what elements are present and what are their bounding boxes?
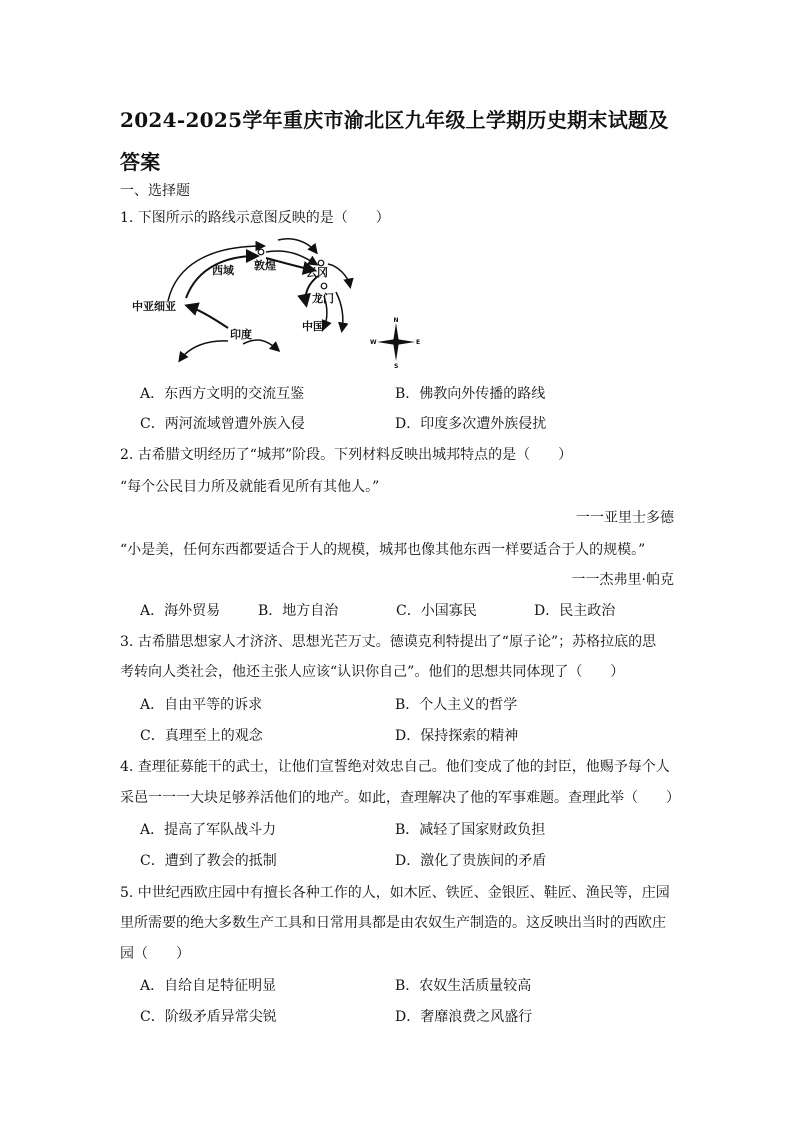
route-arrow	[180, 341, 228, 360]
compass-e: E	[416, 339, 421, 346]
city-dot	[258, 249, 264, 255]
q2-option-a[interactable]: A．海外贸易	[140, 603, 221, 619]
question-3-stem: 3. 古希腊思想家人才济济、思想光芒万丈。德谟克利特提出了“原子论”；苏格拉底的思	[120, 634, 657, 650]
question-1-stem: 1. 下图所示的路线示意图反映的是（ ）	[120, 210, 390, 226]
q3-option-c[interactable]: C．真理至上的观念	[140, 728, 263, 744]
q2-quote-1-attribution: 一一亚里士多德	[576, 510, 674, 526]
question-4-stem-continued: 采邑一一一大块足够养活他们的地产。如此，查理解决了他的军事难题。查理此举（ ）	[120, 790, 680, 806]
compass-n: N	[393, 317, 399, 324]
q2-option-b[interactable]: B．地方自治	[258, 603, 339, 619]
page-title: 2024-2025学年重庆市渝北区九年级上学期历史期末试题及	[120, 108, 669, 132]
q3-option-b[interactable]: B．个人主义的哲学	[395, 697, 518, 713]
q4-option-a[interactable]: A．提高了军队战斗力	[140, 822, 277, 838]
route-arrow	[243, 340, 278, 350]
map-label: 敦煌	[254, 259, 276, 272]
q5-option-b[interactable]: B．农奴生活质量较高	[395, 978, 532, 994]
q2-quote-1: “每个公民目力所及就能看见所有其他人。”	[120, 479, 380, 495]
map-label: 云冈	[306, 266, 328, 279]
question-2-stem: 2. 古希腊文明经历了“城邦”阶段。下列材料反映出城邦特点的是（ ）	[120, 447, 573, 463]
q3-option-a[interactable]: A．自由平等的诉求	[140, 697, 263, 713]
map-label: 中国	[302, 320, 324, 333]
city-dot	[321, 283, 327, 289]
route-arrow	[278, 239, 316, 252]
city-dot	[318, 260, 324, 266]
q4-option-d[interactable]: D．激化了贵族间的矛盾	[395, 853, 547, 869]
route-arrow	[336, 292, 343, 330]
question-3-stem-continued: 考转向人类社会，他还主张人应该“认识你自己”。他们的思想共同体现了（ ）	[120, 664, 625, 680]
section-heading: 一、选择题	[120, 183, 190, 199]
page-title-continued: 答案	[120, 150, 161, 174]
map-label: 西域	[212, 264, 234, 277]
q2-quote-2: “小是美，任何东西都要适合于人的规模，城邦也像其他东西一样要适合于人的规模。”	[120, 542, 646, 558]
q3-option-d[interactable]: D．保持探索的精神	[395, 728, 519, 744]
map-label: 中亚细亚	[132, 300, 176, 313]
route-arrow	[186, 256, 256, 298]
q5-option-c[interactable]: C．阶级矛盾异常尖锐	[140, 1009, 277, 1025]
q5-option-a[interactable]: A．自给自足特征明显	[140, 978, 277, 994]
q4-option-b[interactable]: B．减轻了国家财政负担	[395, 822, 546, 838]
map-label: 龙门	[312, 292, 334, 305]
compass-w: W	[370, 339, 377, 346]
q1-option-c[interactable]: C．两河流域曾遭外族入侵	[140, 416, 305, 432]
compass-icon	[370, 316, 422, 368]
compass-s: S	[394, 363, 399, 368]
q2-option-c[interactable]: C．小国寡民	[396, 603, 477, 619]
route-arrow	[328, 264, 350, 286]
q2-quote-2-attribution: 一一杰弗里·帕克	[571, 572, 674, 588]
question-5-stem-continued: 里所需要的绝大多数生产工具和日常用具都是由农奴生产制造的。这反映出当时的西欧庄	[120, 915, 666, 931]
route-arrow	[188, 306, 228, 328]
map-label: 印度	[230, 328, 252, 341]
q1-option-a[interactable]: A．东西方文明的交流互鉴	[140, 386, 305, 402]
question-5-stem-continued-2: 园（ ）	[120, 946, 190, 962]
q1-option-b[interactable]: B．佛教向外传播的路线	[395, 386, 546, 402]
q2-option-d[interactable]: D．民主政治	[534, 603, 616, 619]
q4-option-c[interactable]: C．遭到了教会的抵制	[140, 853, 277, 869]
question-4-stem: 4. 查理征募能干的武士，让他们宣誓绝对效忠自己。他们变成了他的封臣，他赐予每个人	[120, 759, 670, 775]
question-5-stem: 5. 中世纪西欧庄园中有擅长各种工作的人，如木匠、铁匠、金银匠、鞋匠、渔民等，庄园	[120, 885, 670, 901]
q1-option-d[interactable]: D．印度多次遭外族侵扰	[395, 416, 547, 432]
q5-option-d[interactable]: D．奢靡浪费之风盛行	[395, 1009, 533, 1025]
